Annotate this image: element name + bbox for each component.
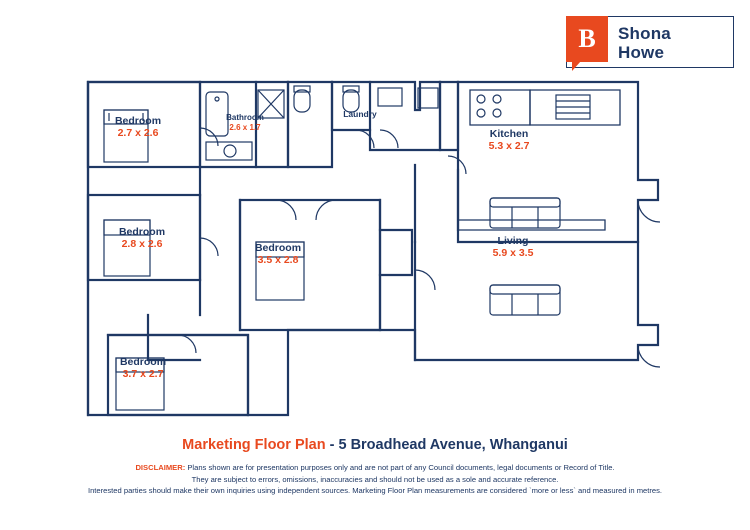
brand-line-1: Shona xyxy=(618,24,671,43)
room-name: Bedroom xyxy=(114,115,162,127)
logo-letter: B xyxy=(578,24,596,53)
room-dimension: 2.8 x 2.6 xyxy=(121,238,163,250)
room-label-bedroom-4 xyxy=(120,356,166,380)
room-name: Living xyxy=(497,235,529,247)
disclaimer-label: DISCLAIMER: xyxy=(135,463,186,472)
room-name: Laundry xyxy=(343,109,377,119)
room-name: Bedroom xyxy=(119,356,167,368)
room-dimension: 2.6 x 1.7 xyxy=(229,122,261,132)
room-label-bedroom-1 xyxy=(115,115,161,139)
room-dimension: 3.7 x 2.7 xyxy=(122,368,164,380)
brand-line-2: Howe xyxy=(618,43,665,62)
room-label-bathroom xyxy=(226,113,264,132)
room-dimension: 2.7 x 2.6 xyxy=(117,127,159,139)
room-dimension: 5.3 x 2.7 xyxy=(488,140,530,152)
room-dimension: 5.9 x 3.5 xyxy=(492,247,534,259)
disclaimer-line-3: Interested parties should make their own inquiries using independent sources. Marketing Floor Plan measurements are considered `more or less` and measured in metres. xyxy=(87,486,663,495)
room-dimension: 3.5 x 2.8 xyxy=(257,254,299,266)
room-label-bedroom-2 xyxy=(119,226,165,250)
room-name: Bathroom xyxy=(226,113,264,122)
room-name: Kitchen xyxy=(489,128,529,140)
plan-title xyxy=(0,437,750,453)
disclaimer-line-1: Plans shown are for presentation purposes only and are not part of any Council documents, legal documents or Record of Title. xyxy=(185,463,615,472)
disclaimer xyxy=(0,462,750,497)
footer xyxy=(0,437,750,497)
floor-plan-drawing xyxy=(60,70,680,425)
disclaimer-line-2: They are subject to errors, omissions, inaccuracies and should not be used as a sole and accurate reference. xyxy=(191,474,559,484)
plan-title-suffix: - 5 Broadhead Avenue, Whanganui xyxy=(325,437,568,453)
room-name: Bedroom xyxy=(254,242,302,254)
plan-title-prefix: Marketing Floor Plan xyxy=(182,437,326,453)
room-label-kitchen xyxy=(489,128,530,152)
room-label-bedroom-3 xyxy=(255,242,301,266)
logo-mark xyxy=(566,16,608,62)
room-label-living xyxy=(493,235,534,259)
room-label-laundry xyxy=(343,108,377,120)
room-name: Bedroom xyxy=(118,226,166,238)
brand-name xyxy=(618,24,671,62)
